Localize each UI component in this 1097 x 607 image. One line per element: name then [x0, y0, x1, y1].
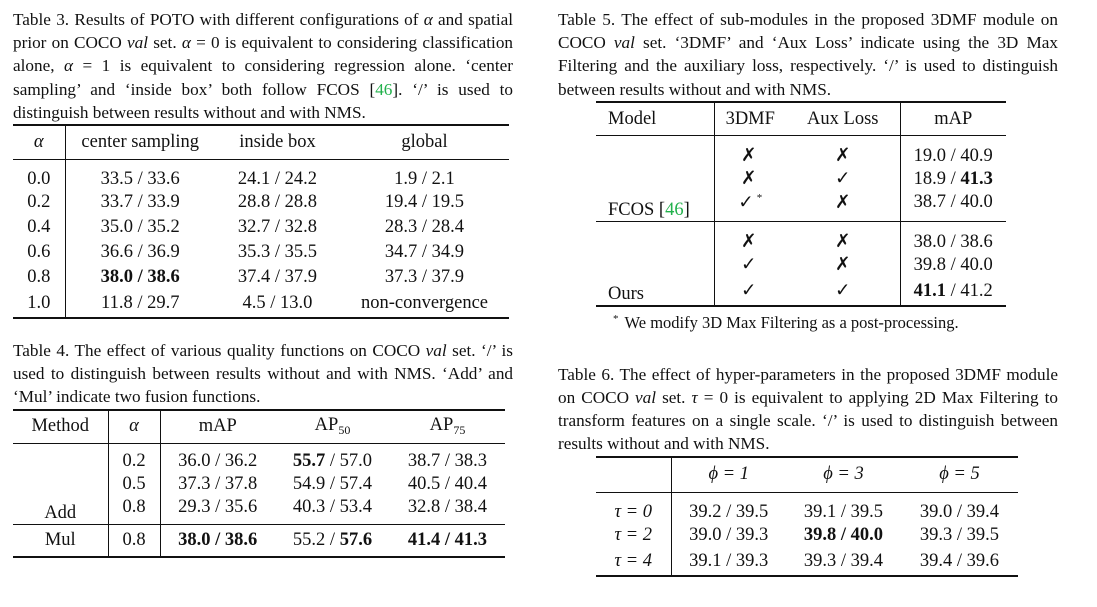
table-row: [596, 523, 1018, 548]
table-row: [596, 493, 1018, 523]
text-segment: 32.8 / 38.4: [407, 496, 488, 517]
table-row: [13, 159, 509, 190]
alpha-cell: 0.8: [13, 265, 65, 290]
table4-header-method: Method: [13, 410, 108, 444]
text-segment: 39.8 / 40.0: [803, 524, 884, 545]
text-segment: 39.4 / 39.6: [919, 550, 1000, 571]
tau-cell: τ = 4: [596, 548, 671, 576]
text-segment: 39.8 / 40.0: [913, 254, 993, 275]
text-segment: set. ‘/’ is used to distinguish between results without and with NMS. ‘Add’ and ‘Mul’ indicate two fusion functions.: [13, 341, 513, 407]
value-cell: [390, 525, 505, 557]
left-column: [13, 8, 513, 558]
table5-header-aux-loss: Aux Loss: [786, 102, 900, 136]
text-segment: set.: [148, 33, 182, 53]
table5: [596, 101, 1006, 307]
text-segment: 29.3 / 35.6: [178, 496, 258, 517]
text-segment: = 1 is equivalent to considering regression alone. ‘center sampling’ and ‘inside box’ both follow FCOS [: [13, 56, 513, 99]
aux-cell: ✗: [786, 253, 900, 278]
alpha-cell: 1.0: [13, 290, 65, 318]
text-segment: 40.3 / 53.4: [292, 496, 373, 517]
table4-header-alpha: α: [108, 410, 160, 444]
text-segment: val: [425, 341, 447, 361]
text-segment: 36.0 / 36.2: [178, 450, 258, 471]
value-cell: [671, 493, 786, 523]
text-segment: 37.3 / 37.8: [178, 473, 258, 494]
text-segment: 39.1 / 39.3: [689, 550, 769, 571]
table4-header-map: mAP: [198, 416, 237, 437]
footnote-text: We modify 3D Max Filtering as a post-processing.: [624, 312, 959, 332]
value-cell: 38.0 / 38.6: [100, 267, 180, 288]
table-row: [13, 265, 509, 290]
table4-header-ap50: $AP_{50}$: [314, 415, 351, 438]
value-cell: [671, 548, 786, 576]
map-cell: [900, 167, 1006, 192]
value-cell: [786, 548, 901, 576]
value-cell: 36.6 / 36.9: [100, 242, 180, 263]
alpha-cell: 0.2: [13, 190, 65, 215]
text-segment: 39.3 / 39.5: [919, 524, 1000, 545]
text-segment: Table 4. The effect of various quality functions on COCO: [13, 341, 426, 361]
dmf-cell: [714, 167, 786, 192]
text-segment: 41.3: [960, 168, 993, 189]
text-segment: set.: [656, 388, 692, 408]
value-cell: 4.5 / 13.0: [242, 293, 313, 314]
method-cell: Add: [13, 444, 108, 525]
table-row: [13, 290, 509, 318]
text-segment: set. ‘3DMF’ and ‘Aux Loss’ indicate using the 3D Max Filtering and the auxiliary loss, respectively. ‘/’ is used to distinguish between results without and with NMS.: [558, 33, 1058, 99]
table3: [13, 124, 509, 319]
right-column: [558, 8, 1058, 577]
text-segment: 18.9 /: [913, 168, 961, 189]
text-segment: 46: [375, 79, 393, 99]
dmf-cell: [714, 253, 786, 278]
value-cell: 35.3 / 35.5: [237, 242, 318, 263]
dmf-cell: [714, 192, 786, 222]
value-cell: [390, 444, 505, 472]
aux-cell: ✓: [786, 278, 900, 306]
text-segment: 39.1 / 39.5: [803, 501, 884, 522]
table-row: [596, 222, 1006, 253]
dmf-mark: ✓: [740, 255, 757, 276]
text-segment: 39.0 / 39.4: [919, 501, 1000, 522]
table6-header-phi3: ϕ = 3: [823, 464, 864, 485]
table3-header-alpha: α: [13, 125, 65, 159]
text-segment: Table 6. The effect of hyper-parameters in the proposed 3DMF module on COCO: [558, 364, 1058, 408]
dmf-mark: ✓: [738, 192, 754, 213]
value-cell: 11.8 / 29.7: [101, 293, 180, 314]
dmf-cell: [714, 222, 786, 253]
map-cell: [900, 192, 1006, 222]
table3-header-global: global: [401, 131, 448, 152]
value-cell: [901, 493, 1018, 523]
value-cell: 28.3 / 28.4: [384, 217, 465, 238]
table-row: [13, 190, 509, 215]
table-row: [13, 215, 509, 240]
text-segment: val: [635, 388, 657, 408]
value-cell: [390, 472, 505, 497]
value-cell: 32.7 / 32.8: [237, 217, 318, 238]
text-segment: 38.0 / 38.6: [178, 529, 258, 550]
value-cell: [160, 525, 275, 557]
value-cell: [160, 497, 275, 525]
value-cell: [671, 523, 786, 548]
value-cell: [901, 523, 1018, 548]
text-segment: 38.0 / 38.6: [913, 231, 993, 252]
table-row: [13, 240, 509, 265]
text-segment: 57.6: [339, 529, 373, 550]
table6-header-phi5: ϕ = 5: [939, 464, 980, 485]
text-segment: ]: [683, 200, 690, 221]
map-cell: [900, 253, 1006, 278]
value-cell: [160, 444, 275, 472]
table5-header-model: Model: [596, 102, 714, 136]
table6: [596, 456, 1018, 577]
text-segment: 19.0 / 40.9: [913, 145, 993, 166]
table4-header-ap75: $AP_{75}$: [429, 415, 466, 438]
footnote-mark: *: [613, 312, 619, 325]
value-cell: [786, 523, 901, 548]
aux-cell: ✗: [786, 192, 900, 222]
text-segment: = 0 is equivalent to applying 2D Max Filtering to transform features on a single scale. ‘/’ is used to distinguish between results without and with NMS.: [558, 388, 1059, 454]
value-cell: 35.0 / 35.2: [100, 217, 180, 238]
dmf-mark: ✗: [740, 231, 757, 252]
model-cell: [596, 222, 714, 306]
dmf-mark: ✗: [740, 169, 757, 190]
value-cell: non-convergence: [360, 293, 489, 314]
dmf-star: *: [756, 191, 763, 204]
table6-header-empty: [596, 457, 671, 493]
value-cell: [390, 497, 505, 525]
text-segment: ]. ‘/’ is used to distinguish between results without and with NMS.: [13, 79, 513, 122]
text-segment: Ours: [608, 283, 644, 304]
text-segment: α: [63, 56, 74, 76]
text-segment: 39.0 / 39.3: [689, 524, 769, 545]
table-row: [596, 548, 1018, 576]
text-segment: Table 5. The effect of sub-modules in the proposed 3DMF module on COCO: [558, 10, 1058, 53]
value-cell: [275, 525, 390, 557]
table-row: [13, 444, 505, 472]
text-segment: 38.7 / 38.3: [407, 450, 488, 471]
text-segment: 41.1: [913, 280, 947, 301]
text-segment: 46: [665, 200, 684, 221]
table6-caption: [558, 363, 1058, 456]
text-segment: 55.7: [292, 450, 326, 471]
alpha-cell: 0.5: [108, 472, 160, 497]
text-segment: 55.2 /: [292, 529, 340, 550]
text-segment: α: [423, 10, 433, 29]
table-row: [13, 525, 505, 557]
table6-header-phi1: ϕ = 1: [708, 464, 750, 485]
alpha-cell: 0.6: [13, 240, 65, 265]
text-segment: / 41.2: [946, 280, 993, 301]
value-cell: 34.7 / 34.9: [384, 242, 465, 263]
value-cell: [160, 472, 275, 497]
dmf-mark: ✗: [740, 145, 757, 166]
value-cell: [275, 472, 390, 497]
tau-cell: τ = 2: [596, 523, 671, 548]
value-cell: 37.4 / 37.9: [237, 267, 318, 288]
table5-footnote: [613, 313, 1058, 333]
text-segment: 39.2 / 39.5: [689, 501, 769, 522]
value-cell: 24.1 / 24.2: [237, 169, 318, 190]
text-segment: τ: [691, 388, 698, 408]
table5-header-3dmf: 3DMF: [725, 108, 775, 129]
method-cell: Mul: [13, 525, 108, 557]
value-cell: [275, 444, 390, 472]
alpha-cell: 0.0: [13, 159, 65, 190]
table4: [13, 409, 505, 558]
text-segment: = 0 is equivalent to considering classification alone,: [13, 33, 514, 76]
alpha-cell: 0.4: [13, 215, 65, 240]
tau-cell: τ = 0: [596, 493, 671, 523]
value-cell: 33.5 / 33.6: [100, 169, 180, 190]
text-segment: 40.5 / 40.4: [407, 473, 488, 494]
text-segment: 38.7 / 40.0: [913, 191, 993, 212]
text-segment: α: [181, 33, 191, 53]
map-cell: [900, 222, 1006, 253]
value-cell: [786, 493, 901, 523]
text-segment: FCOS [: [608, 200, 666, 221]
map-cell: [900, 278, 1006, 306]
alpha-cell: 0.8: [108, 525, 160, 557]
text-segment: and spatial prior on COCO: [13, 10, 513, 53]
value-cell: 37.3 / 37.9: [384, 267, 465, 288]
aux-cell: ✗: [786, 136, 900, 167]
table5-caption: [558, 8, 1058, 101]
table3-caption: [13, 8, 513, 124]
value-cell: 1.9 / 2.1: [394, 169, 455, 190]
value-cell: 28.8 / 28.8: [237, 192, 318, 213]
text-segment: 39.3 / 39.4: [803, 550, 884, 571]
dmf-cell: [714, 136, 786, 167]
text-segment: 54.9 / 57.4: [292, 473, 373, 494]
alpha-cell: 0.2: [108, 444, 160, 472]
table4-caption: [13, 339, 513, 409]
table3-header-inside-box: inside box: [239, 131, 316, 152]
aux-cell: ✗: [786, 222, 900, 253]
value-cell: [901, 548, 1018, 576]
alpha-cell: 0.8: [108, 497, 160, 525]
text-segment: Table 3. Results of POTO with different configurations of: [13, 10, 424, 29]
dmf-mark: ✓: [740, 281, 757, 302]
table3-header-center-sampling: center sampling: [81, 131, 200, 152]
value-cell: 19.4 / 19.5: [384, 192, 465, 213]
text-segment: val: [613, 33, 635, 53]
dmf-cell: [714, 278, 786, 306]
table5-header-map: mAP: [934, 108, 973, 129]
value-cell: [275, 497, 390, 525]
text-segment: 41.4 / 41.3: [407, 529, 488, 550]
model-cell: [596, 136, 714, 222]
value-cell: 33.7 / 33.9: [100, 192, 180, 213]
aux-cell: ✓: [786, 167, 900, 192]
map-cell: [900, 136, 1006, 167]
table-row: [596, 136, 1006, 167]
text-segment: / 57.0: [325, 450, 373, 471]
text-segment: val: [127, 33, 149, 53]
